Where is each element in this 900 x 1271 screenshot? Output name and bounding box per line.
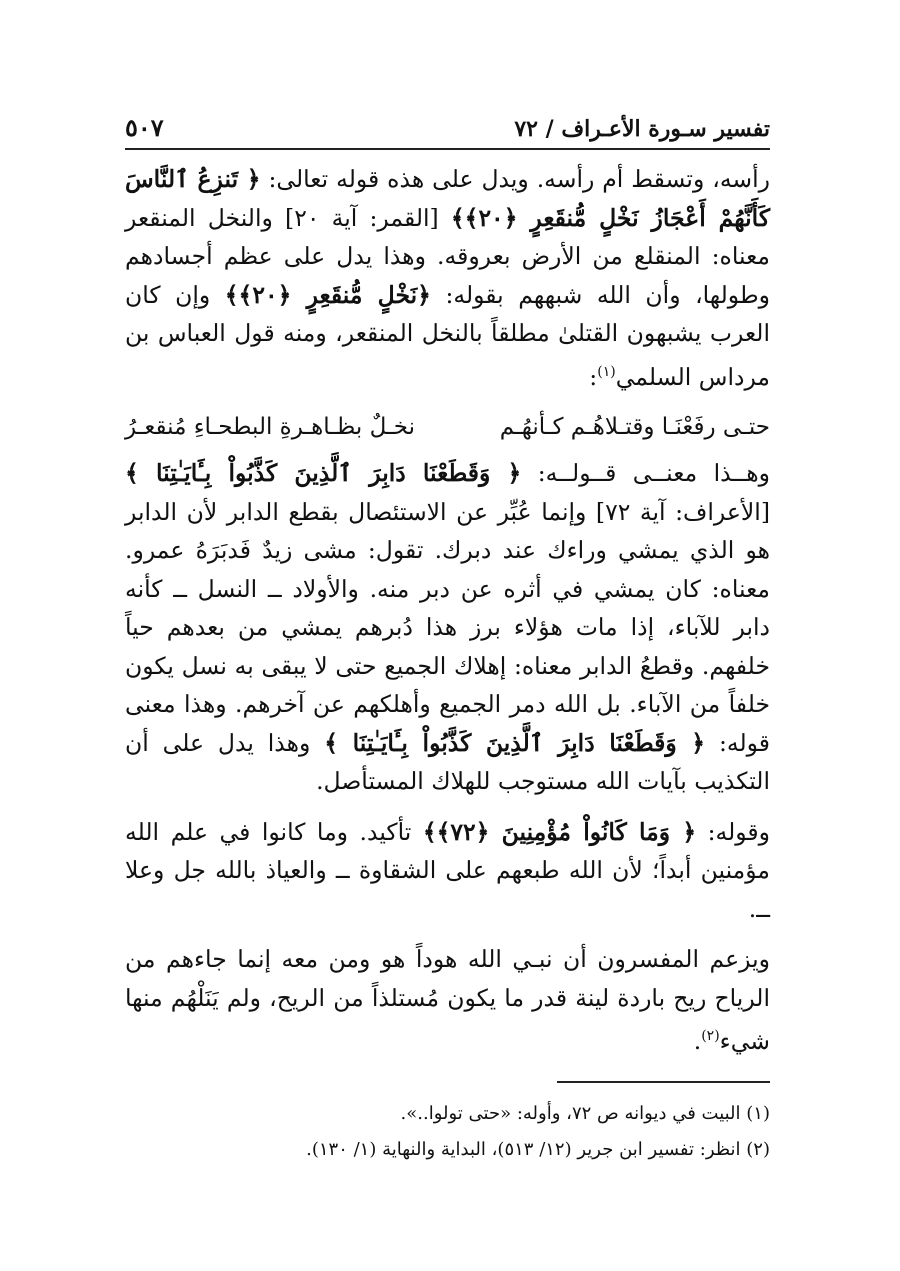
footnote-1: (١) البيت في ديوانه ص ٧٢، وأوله: «حتى تولوا..». [400, 1103, 770, 1124]
paragraph-2 [125, 454, 770, 801]
text-run: [القمر: آية ٢٠] والنخل المنقعر معناه: المنقلع من الأرض بعروقه. وهذا يدل على عظم أجسادهم وطولها، وأن الله شبههم بقوله: [125, 203, 770, 309]
running-header [125, 104, 770, 150]
text-run: رأسه، وتسقط أم رأسه. ويدل على هذه قوله تعالى: [260, 165, 770, 193]
main-text [125, 160, 770, 1061]
footnote-marker: (٢) [701, 1028, 720, 1045]
quran-quote: ﴿نَخْلٍ مُّنقَعِرٍ ﴿٢٠﴾﴾ [224, 280, 431, 309]
text-run: وقوله: [696, 817, 771, 846]
text-run: . [693, 1027, 702, 1056]
footnote-2: (٢) انظر: تفسير ابن جرير (١٢/ ٥١٣)، البداية والنهاية (١/ ١٣٠). [306, 1139, 770, 1160]
paragraph-4 [125, 940, 770, 1060]
paragraph-1 [125, 160, 770, 396]
header-title: تفسير سـورة الأعـراف / ٧٢ [514, 116, 770, 142]
text-run: وهــذا معنــى قــولــه: [521, 459, 771, 488]
verse-second-hemistich: نخـلٌ بظـاهـرةِ البطحـاءِ مُنقعـرُ [125, 413, 415, 440]
text-run: وهذا يدل على أن التكذيب بآيات الله مستوجب للهلاك المستأصل. [125, 728, 770, 796]
footnote-divider [557, 1081, 770, 1083]
footnote-marker: (١) [597, 363, 616, 380]
quran-quote: ﴿ وَمَا كَانُواْ مُؤْمِنِينَ ﴿٧٢﴾﴾ [422, 817, 697, 846]
text-run: [الأعراف: آية ٧٢] وإنما عُبِّر عن الاستئصال بقطع الدابر لأن الدابر هو الذي يمشي وراءك عند دبرك. تقول: مشى زيدٌ فَدبَرَهُ عمرو. معناه: كان يمشي في أثره عن دبر منه. والأولاد ــ النسل ــ كأنه دابر للآباء، إذا مات هؤلاء برز هذا دُبرهم يمشي من بعدهم حياً خلفهم. وقطعُ الدابر معناه: إهلاك الجميع حتى لا يبقى به نسل يكون خلفاً من الآباء. بل الله دمر الجميع وأهلكهم عن آخرهم. وهذا معنى قوله: [125, 497, 770, 757]
text-run: : [589, 362, 598, 391]
paragraph-3 [125, 813, 770, 929]
quran-quote: ﴿ وَقَطَعْنَا دَابِرَ ٱلَّذِينَ كَذَّبُواْ بِـَٔايَـٰتِنَا ﴾ [125, 459, 522, 488]
text-run: ويزعم المفسرون أن نبـي الله هوداً هو ومن معه إنما جاءهم من الرياح ريح باردة لينة قدر ما يكون مُستلذاً من الريح، ولم يَنَلْهُم منها شيء [125, 945, 770, 1056]
poetry-verse [125, 408, 770, 447]
text-run: تأكيد. وما كانوا في علم الله مؤمنين أبداً؛ لأن الله طبعهم على الشقاوة ــ والعياذ بالله جل وعلا ــ. [125, 817, 770, 923]
text-run: وإن كان العرب يشبهون القتلىٰ مطلقاً بالنخل المنقعر، ومنه قول العباس بن مرداس السلمي [125, 280, 770, 391]
quran-quote: ﴿ تَنزِعُ ٱلنَّاسَ كَأَنَّهُمْ أَعْجَازُ نَخْلٍ مُّنقَعِرٍ ﴿٢٠﴾﴾ [125, 165, 771, 232]
page-number: ٥٠٧ [125, 113, 164, 142]
footnotes [125, 1096, 770, 1168]
verse-first-hemistich: حتـى رفَعْنَـا وقتـلاهُـم كـأنهُـم [499, 413, 770, 440]
quran-quote: ﴿ وَقَطَعْنَا دَابِرَ ٱلَّذِينَ كَذَّبُواْ بِـَٔايَـٰتِنَا ﴾ [324, 728, 706, 757]
